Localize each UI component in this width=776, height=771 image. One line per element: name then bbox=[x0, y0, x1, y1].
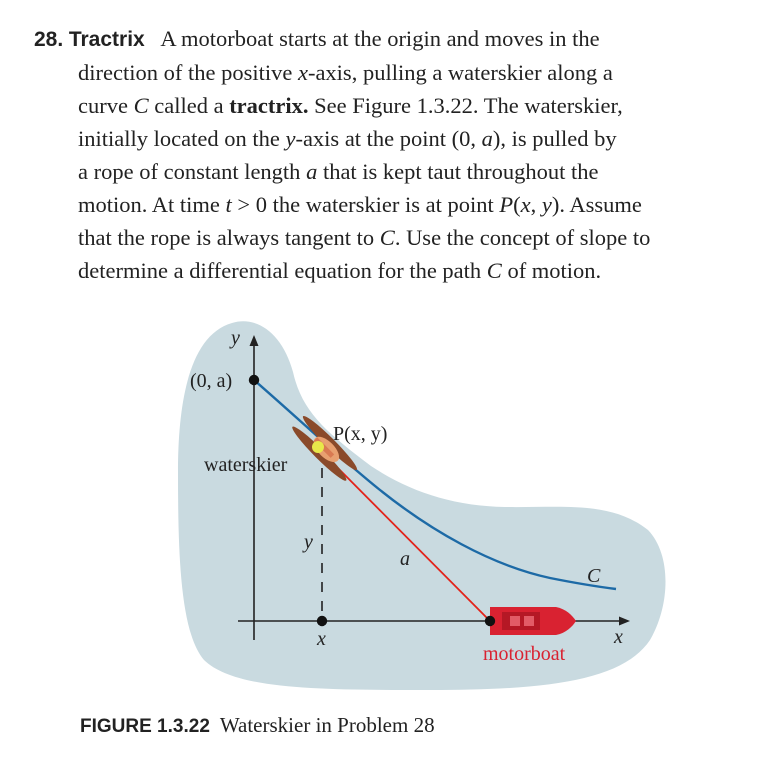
problem-line-4: initially located on the y-axis at the point (0, a), is pulled by bbox=[78, 126, 617, 151]
problem-line-6: motion. At time t > 0 the waterskier is at point P(x, y). Assume bbox=[78, 192, 642, 217]
point-0a-dot bbox=[249, 375, 259, 385]
point-P-label: P(x, y) bbox=[333, 423, 388, 445]
figure-caption-text: Waterskier in Problem 28 bbox=[219, 713, 435, 737]
figure-caption bbox=[80, 713, 435, 738]
y-distance-label: y bbox=[304, 531, 313, 553]
y-axis-label: y bbox=[231, 327, 240, 349]
problem-line-1: 28. Tractrix A motorboat starts at the origin and moves in the bbox=[34, 26, 600, 51]
figure-caption-label: FIGURE 1.3.22 bbox=[80, 716, 210, 737]
x-axis-label: x bbox=[614, 626, 623, 648]
motorboat-label: motorboat bbox=[483, 643, 566, 665]
point-x-dot bbox=[317, 616, 327, 626]
waterskier-head bbox=[312, 441, 324, 453]
motorboat-icon bbox=[490, 607, 576, 635]
rope-length-label: a bbox=[400, 548, 410, 570]
curve-label: C bbox=[587, 565, 601, 587]
motorboat-dot bbox=[485, 616, 495, 626]
point-0a-label: (0, a) bbox=[190, 370, 233, 392]
problem-number: 28. bbox=[34, 28, 64, 51]
problem-line-2: direction of the positive x-axis, pulling a waterskier along a bbox=[78, 60, 613, 85]
problem-line-8: determine a differential equation for the path C of motion. bbox=[78, 258, 602, 283]
problem-line-3: curve C called a tractrix. See Figure 1.3.22. The waterskier, bbox=[78, 93, 623, 118]
waterskier-label: waterskier bbox=[204, 454, 288, 476]
problem-line-5: a rope of constant length a that is kept taut throughout the bbox=[78, 159, 599, 184]
problem-text bbox=[34, 22, 764, 287]
problem-line-7: that the rope is always tangent to C. Use the concept of slope to bbox=[78, 225, 651, 250]
x-distance-label: x bbox=[317, 628, 326, 650]
tractrix-figure bbox=[0, 300, 776, 700]
problem-title: Tractrix bbox=[68, 28, 145, 51]
